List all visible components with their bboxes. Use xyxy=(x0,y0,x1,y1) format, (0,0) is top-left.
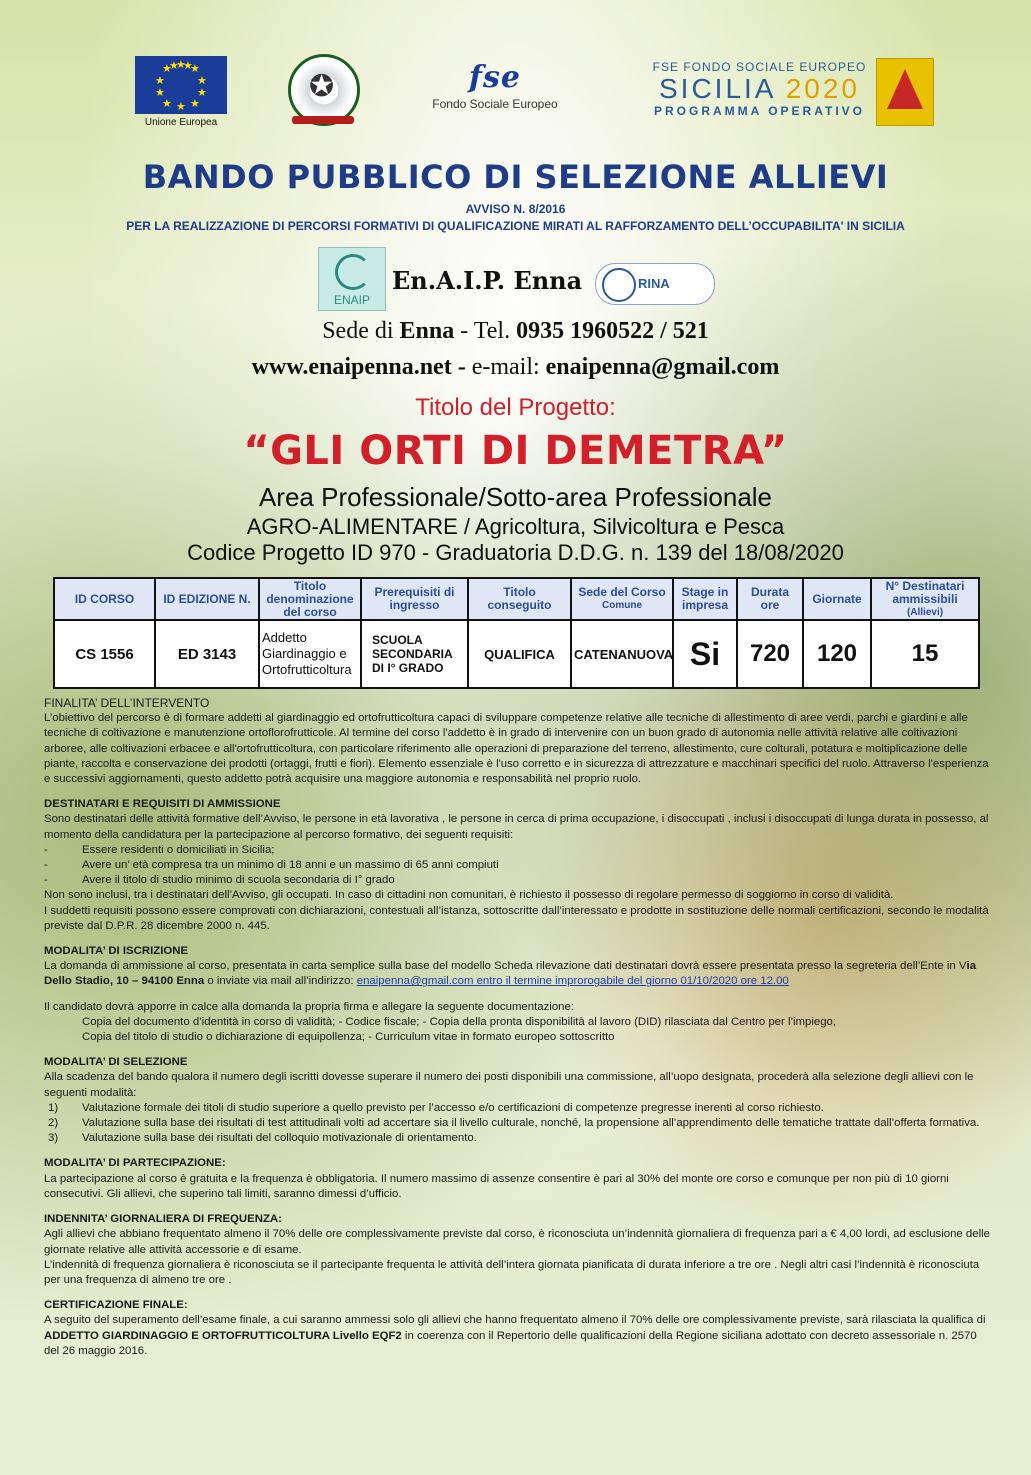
partecipazione-title: MODALITA’ DI PARTECIPAZIONE: xyxy=(44,1157,226,1170)
cell-id-corso: CS 1556 xyxy=(54,620,155,688)
iscrizione-doc1: Copia del documento d’identità in corso di validità; - Codice fiscale; - Copia della pronta disponibilità al lavoro (DID) rilasciata dal Centro per l’impiego; xyxy=(82,1015,837,1028)
announcement-body xyxy=(44,696,992,1359)
rina-seal-icon xyxy=(602,268,636,302)
trinacria-icon xyxy=(876,58,934,126)
iscrizione-p1b: o inviate via mail all’indirizzo: xyxy=(204,975,357,988)
cell-destinatari: 15 xyxy=(871,620,979,688)
cell-giornate: 120 xyxy=(803,620,871,688)
avviso: AVVISO N. 8/2016 xyxy=(465,202,566,216)
website-link[interactable]: www.enaipenna.net xyxy=(251,354,452,380)
requirement-3: Avere il titolo di studio minimo di scuola secondaria di I° grado xyxy=(82,874,395,887)
rina-certification-logo xyxy=(595,263,715,305)
selezione-1: Valutazione formale dei titoli di studio superiore a quello previsto per l’accesso e/o certificazioni di competenze pregresse inerenti al corso richiesto. xyxy=(82,1101,824,1114)
sede-prefix: Sede di xyxy=(322,318,400,344)
th-id-corso: ID CORSO xyxy=(54,578,155,620)
requirement-1: Essere residenti o domiciliati in Sicilia; xyxy=(82,843,275,856)
th-stage: Stage in impresa xyxy=(673,578,737,620)
finalita-text: L’obiettivo del percorso è di formare addetti al giardinaggio ed ortofrutticoltura capaci di sviluppare competenze relative alle tecniche di allestimento di aree verdi, parchi e giardini e alle tecniche di coltivazione e manutenzione ortoflorofrutticole. Al termine del corso l'addetto è in grado di intervenire con un buon grado di autonomia nelle attività relative alle coltivazioni arboree, alle coltivazioni erbacee e all'ortofrutticoltura, con particolare riferimento alle operazioni di preparazione del terreno, allestimento, cure colturali, potatura e moltiplicazione delle piante, raccolta e conservazione dei prodotti (ortaggi, frutti e fiori). Elemento essenziale è l'uso corretto e in sicurezza di attrezzature e macchinari specifici del ruolo. Attraverso l'esperienza e successivi aggiornamenti, questo addetto potrà acquisire una maggiore autonomia e responsabilità nel proprio ruolo. xyxy=(44,712,989,786)
iscrizione-title: MODALITA’ DI ISCRIZIONE xyxy=(44,945,189,958)
th-sede-label: Sede del Corso xyxy=(578,585,666,599)
enaip-swirl-icon xyxy=(335,254,371,290)
cell-titolo: Addetto Giardinaggio e Ortofrutticoltura xyxy=(259,620,361,688)
cert-c: in coerenza con il Repertorio delle qualificazioni della Regione siciliana adottato con decreto assessoriale n. 2570 del 26 maggio 2016. xyxy=(44,1329,977,1357)
list-item xyxy=(44,1131,992,1146)
list-number: 3) xyxy=(48,1132,59,1145)
th-durata: Durata ore xyxy=(737,578,803,620)
th-destinatari xyxy=(871,578,979,620)
th-sede xyxy=(571,578,673,620)
cell-sede: CATENANUOVA xyxy=(571,620,673,688)
eu-logo xyxy=(135,56,227,128)
iscrizione-address: ia Dello Stadio, 10 – 94100 Enna xyxy=(44,960,977,988)
selezione-title: MODALITA’ DI SELEZIONE xyxy=(44,1056,188,1069)
email-label: e-mail: xyxy=(471,354,546,380)
iscrizione-email-link[interactable]: enaipenna@gmail.com entro il termine improrogabile del giorno 01/10/2020 ore 12.00 xyxy=(356,975,789,988)
eu-caption: Unione Europea xyxy=(144,117,218,128)
list-number: 2) xyxy=(48,1117,59,1130)
list-item xyxy=(44,858,992,873)
cell-titolo-conseguito: QUALIFICA xyxy=(468,620,571,688)
cell-prerequisiti: SCUOLA SECONDARIA DI I° GRADO xyxy=(361,620,468,688)
destinatari-title: DESTINATARI E REQUISITI DI AMMISSIONE xyxy=(44,798,281,811)
destinatari-p3: I suddetti requisiti possono essere comprovati con dichiarazioni, contestuali all’istanza, sottoscritte dall’interessato e prodotte in sostituzione delle normali certificazioni, secondo le modalità previste dal D.P.R. 28 dicembre 2000 n. 445. xyxy=(44,904,989,932)
th-destinatari-sub: (Allievi) xyxy=(906,606,944,618)
selezione-3: Valutazione sulla base dei risultati del colloquio motivazionale di orientamento. xyxy=(82,1132,477,1145)
italian-republic-emblem-icon: ✪ xyxy=(288,54,360,126)
enaip-logo xyxy=(318,247,386,311)
indennita-title: INDENNITA’ GIORNALIERA DI FREQUENZA: xyxy=(44,1213,282,1226)
sicilia-year: 2020 xyxy=(785,73,860,104)
sicilia-2020-logo xyxy=(652,60,867,118)
rina-text: RINA xyxy=(638,276,670,291)
th-destinatari-label: N° Destinatari ammissibili xyxy=(885,578,965,606)
th-prerequisiti: Prerequisiti di ingresso xyxy=(361,578,468,620)
logo-bar xyxy=(0,50,1031,130)
cert-a: A seguito del superamento dell’esame finale, a cui saranno ammessi solo gli allievi che hanno frequentato almeno il 70% delle ore complessivamente previste, sarà rilasciata la qualifica di xyxy=(44,1314,986,1327)
selezione-2: Valutazione sulla base dei risultati di test attitudinali volti ad accertare sia il livello culturale, nonché, la propensione all’apprendimento delle tematiche trattate dall’offerta formativa. xyxy=(82,1117,980,1130)
requirement-2: Avere un’ età compresa tra un minimo di 18 anni e un massimo di 65 anni compiuti xyxy=(82,859,499,872)
area-professionale: Area Professionale/Sotto-area Professionale xyxy=(258,482,773,512)
cell-durata: 720 xyxy=(737,620,803,688)
fse-mark: fse xyxy=(469,60,521,95)
sicilia-line3: PROGRAMMA OPERATIVO xyxy=(653,104,865,118)
list-item xyxy=(44,1101,992,1116)
iscrizione-p1 xyxy=(44,959,992,989)
codice-progetto: Codice Progetto ID 970 - Graduatoria D.D.G. n. 139 del 18/08/2020 xyxy=(187,540,844,565)
fse-caption: Fondo Sociale Europeo xyxy=(432,97,558,111)
sicilia-word: SICILIA xyxy=(658,73,775,104)
destinatari-intro: Sono destinatari delle attività formative dell’Avviso, le persone in età lavorativa , le persone in cerca di prima occupazione, i disoccupati , inclusi i disoccupati di lunga durata in possesso, al momento della candidatura per la partecipazione al percorso formativo, dei seguenti requisiti: xyxy=(44,813,989,841)
th-titolo-conseguito: Titolo conseguito xyxy=(468,578,571,620)
th-giornate: Giornate xyxy=(803,578,871,620)
page-title: BANDO PUBBLICO DI SELEZIONE ALLIEVI xyxy=(142,158,889,196)
selezione-intro: Alla scadenza del bando qualora il numero degli iscritti dovesse superare il numero dei posti disponibili una commissione, all’uopo designata, procederà alla selezione degli allievi con le seguenti modalità: xyxy=(44,1071,974,1099)
emblem-ribbon xyxy=(292,116,354,124)
email-link[interactable]: enaipenna@gmail.com xyxy=(545,354,780,380)
bullet-marker: - xyxy=(44,859,48,872)
eu-flag-icon: ★ ★ ★ ★ ★ ★ ★ ★ ★ ★ ★ ★ xyxy=(135,56,227,114)
th-sede-sub: Comune xyxy=(602,600,642,611)
sicilia-line2 xyxy=(652,74,867,104)
table-header-row xyxy=(54,578,979,620)
web-separator: - xyxy=(451,354,472,380)
sotto-area: AGRO-ALIMENTARE / Agricoltura, Silvicoltura e Pesca xyxy=(246,514,785,539)
sede-mid: - Tel. xyxy=(454,318,517,344)
sede-city: Enna xyxy=(399,318,455,344)
sicilia-line1: FSE FONDO SOCIALE EUROPEO xyxy=(652,60,867,74)
th-titolo: Titolo denominazione del corso xyxy=(259,578,361,620)
iscrizione-p1a: La domanda di ammissione al corso, presentata in carta semplice sulla base del modello Scheda rilevazione dati destinatari dovrà essere presentata presso la segreteria dell’Ente in V xyxy=(44,960,967,973)
project-name: “GLI ORTI DI DEMETRA” xyxy=(243,428,788,474)
fse-logo xyxy=(420,60,570,111)
list-item xyxy=(44,843,992,858)
finalita-title: FINALITA’ DELL’INTERVENTO xyxy=(44,696,210,710)
subtitle: PER LA REALIZZAZIONE DI PERCORSI FORMATIVI DI QUALIFICAZIONE MIRATI AL RAFFORZAMENTO DELL’OCCUPABILITA' IN SICILIA xyxy=(126,219,905,233)
indennita-p1: Agli allievi che abbiano frequentato almeno il 70% delle ore complessivamente previste dal corso, è riconosciuta un’indennità giornaliera di frequenza pari a € 4,00 lordi, ad esclusione delle giornate relative alle attività accessorie e di esame. xyxy=(44,1228,990,1256)
iscrizione-doc2: Copia del titolo di studio o dichiarazione di equipollenza; - Curriculum vitae in formato europeo sottoscritto xyxy=(82,1031,615,1044)
certificazione-text xyxy=(44,1313,992,1359)
cert-qualifica: ADDETTO GIARDINAGGIO E ORTOFRUTTICOLTURA Livello EQF2 xyxy=(44,1329,402,1342)
destinatari-p2: Non sono inclusi, tra i destinatari dell’Avviso, gli occupati. In caso di cittadini non comunitari, è richiesto il possesso di regolare permesso di soggiorno in corso di validità. xyxy=(44,889,894,902)
indennita-p2: L’indennità di frequenza giornaliera è riconosciuta se il partecipante frequenta le attività dell’intera giornata pianificata di durata inferiore a tre ore . Negli altri casi l’indennità è riconosciuta per una frequenza di almeno tre ore . xyxy=(44,1258,980,1286)
organization-name: En.A.I.P. Enna xyxy=(392,266,583,295)
enaip-logo-text: ENAIP xyxy=(333,293,370,307)
list-item xyxy=(44,873,992,888)
contact-web xyxy=(0,354,1031,381)
contact-phone xyxy=(0,318,1031,345)
project-title-label: Titolo del Progetto: xyxy=(415,394,616,421)
course-table xyxy=(53,577,980,689)
cell-stage: Si xyxy=(673,620,737,688)
iscrizione-p2: Il candidato dovrà apporre in calce alla domanda la propria firma e allegare la seguente documentazione: xyxy=(44,1000,574,1013)
partecipazione-text: La partecipazione al corso è gratuita e la frequenza è obbligatoria. Il numero massimo di assenze consentire è pari al 30% del monte ore corso e comunque per non più di 10 giorni consecutivi. Gli allievi, che superino tali limiti, saranno dimessi d’ufficio. xyxy=(44,1172,949,1200)
certificazione-title: CERTIFICAZIONE FINALE: xyxy=(44,1299,188,1312)
sede-tel: 0935 1960522 / 521 xyxy=(516,318,709,344)
bullet-marker: - xyxy=(44,843,48,856)
th-id-edizione: ID EDIZIONE N. xyxy=(155,578,259,620)
bullet-marker: - xyxy=(44,874,48,887)
list-item xyxy=(44,1116,992,1131)
table-row xyxy=(54,620,979,688)
list-number: 1) xyxy=(48,1101,59,1114)
cell-id-edizione: ED 3143 xyxy=(155,620,259,688)
